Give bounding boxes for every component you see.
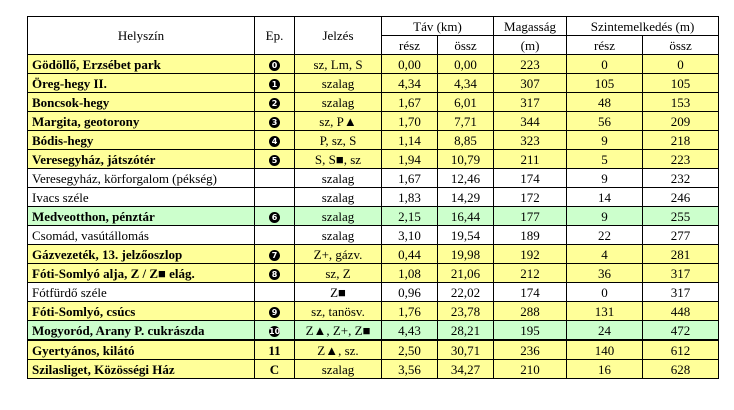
altitude-cell: 212 [494, 264, 567, 283]
gain-total-cell: 628 [643, 360, 719, 379]
distance-total-cell: 12,46 [438, 169, 494, 188]
gain-total-cell: 317 [643, 264, 719, 283]
gain-total-cell: 246 [643, 188, 719, 207]
altitude-cell: 211 [494, 150, 567, 169]
gain-part-cell: 131 [567, 302, 643, 321]
distance-total-cell: 10,79 [438, 150, 494, 169]
distance-part-cell: 1,67 [382, 93, 438, 112]
table-row [28, 93, 719, 112]
gain-part-cell: 48 [567, 93, 643, 112]
stage-cell [255, 150, 295, 169]
marking-cell: szalag [295, 169, 382, 188]
altitude-cell: 223 [494, 55, 567, 74]
gain-total-cell: 153 [643, 93, 719, 112]
distance-total-cell: 14,29 [438, 188, 494, 207]
distance-total-cell: 19,54 [438, 226, 494, 245]
table-row [28, 207, 719, 226]
altitude-cell: 323 [494, 131, 567, 150]
distance-total-cell: 34,27 [438, 360, 494, 379]
location-cell: Veresegyház, játszótér [28, 150, 255, 169]
stage-cell [255, 55, 295, 74]
stage-cell [255, 245, 295, 264]
header-distance-part: rész [382, 36, 438, 55]
marking-cell: szalag [295, 360, 382, 379]
header-distance: Táv (km) [382, 17, 494, 36]
distance-part-cell: 2,50 [382, 340, 438, 360]
table-row [28, 245, 719, 264]
table-row [28, 55, 719, 74]
stage-number-badge: 8 [269, 269, 280, 280]
table-header [28, 17, 719, 55]
gain-total-cell: 209 [643, 112, 719, 131]
location-cell: Gödöllő, Erzsébet park [28, 55, 255, 74]
distance-total-cell: 4,34 [438, 74, 494, 93]
distance-total-cell: 16,44 [438, 207, 494, 226]
distance-part-cell: 1,67 [382, 169, 438, 188]
location-cell: Medveotthon, pénztár [28, 207, 255, 226]
stage-cell [255, 321, 295, 341]
table-row [28, 131, 719, 150]
stage-number-badge: 7 [269, 250, 280, 261]
marking-cell: P, sz, S [295, 131, 382, 150]
gain-part-cell: 5 [567, 150, 643, 169]
location-cell: Margita, geotorony [28, 112, 255, 131]
distance-part-cell: 1,08 [382, 264, 438, 283]
stage-number-badge: 5 [269, 155, 280, 166]
marking-cell: Z■ [295, 283, 382, 302]
table-row [28, 302, 719, 321]
location-cell: Csomád, vasútállomás [28, 226, 255, 245]
stage-cell [255, 131, 295, 150]
stage-number-badge: 10 [269, 327, 281, 337]
stage-cell [255, 169, 295, 188]
table-row [28, 283, 719, 302]
table-row [28, 226, 719, 245]
header-altitude: Magasság [494, 17, 567, 36]
marking-cell: sz, Lm, S [295, 55, 382, 74]
location-cell: Gyertyános, kilátó [28, 340, 255, 360]
gain-total-cell: 448 [643, 302, 719, 321]
distance-total-cell: 30,71 [438, 340, 494, 360]
gain-total-cell: 255 [643, 207, 719, 226]
location-cell: Gázvezeték, 13. jelzőoszlop [28, 245, 255, 264]
marking-cell: szalag [295, 93, 382, 112]
header-elevation-gain: Szintemelkedés (m) [567, 17, 719, 36]
table-row [28, 169, 719, 188]
distance-total-cell: 28,21 [438, 321, 494, 341]
distance-part-cell: 1,94 [382, 150, 438, 169]
header-gain-total: össz [643, 36, 719, 55]
altitude-cell: 317 [494, 93, 567, 112]
gain-total-cell: 218 [643, 131, 719, 150]
location-cell: Mogyoród, Arany P. cukrászda [28, 321, 255, 341]
distance-total-cell: 21,06 [438, 264, 494, 283]
marking-cell: S, S■, sz [295, 150, 382, 169]
location-cell: Szilasliget, Közösségi Ház [28, 360, 255, 379]
location-cell: Bódis-hegy [28, 131, 255, 150]
altitude-cell: 195 [494, 321, 567, 341]
gain-total-cell: 612 [643, 340, 719, 360]
gain-part-cell: 4 [567, 245, 643, 264]
stage-cell [255, 188, 295, 207]
table-row [28, 112, 719, 131]
marking-cell: Z+, gázv. [295, 245, 382, 264]
marking-cell: szalag [295, 188, 382, 207]
marking-cell: Z▲, Z+, Z■ [295, 321, 382, 341]
altitude-cell: 189 [494, 226, 567, 245]
distance-part-cell: 0,96 [382, 283, 438, 302]
table-row [28, 360, 719, 379]
altitude-cell: 192 [494, 245, 567, 264]
header-ep: Ep. [255, 17, 295, 55]
gain-part-cell: 14 [567, 188, 643, 207]
table-row [28, 150, 719, 169]
stage-cell [255, 283, 295, 302]
distance-total-cell: 6,01 [438, 93, 494, 112]
altitude-cell: 236 [494, 340, 567, 360]
stage-cell [255, 74, 295, 93]
stage-cell [255, 264, 295, 283]
marking-cell: szalag [295, 74, 382, 93]
distance-total-cell: 22,02 [438, 283, 494, 302]
location-cell: Ivacs széle [28, 188, 255, 207]
header-distance-total: össz [438, 36, 494, 55]
distance-part-cell: 3,10 [382, 226, 438, 245]
distance-total-cell: 0,00 [438, 55, 494, 74]
distance-part-cell: 2,15 [382, 207, 438, 226]
distance-part-cell: 1,83 [382, 188, 438, 207]
distance-total-cell: 23,78 [438, 302, 494, 321]
distance-part-cell: 0,44 [382, 245, 438, 264]
header-altitude-unit: (m) [494, 36, 567, 55]
stage-number-badge: 0 [269, 60, 280, 71]
gain-part-cell: 36 [567, 264, 643, 283]
gain-part-cell: 0 [567, 283, 643, 302]
distance-part-cell: 0,00 [382, 55, 438, 74]
gain-part-cell: 105 [567, 74, 643, 93]
gain-total-cell: 232 [643, 169, 719, 188]
altitude-cell: 307 [494, 74, 567, 93]
altitude-cell: 210 [494, 360, 567, 379]
marking-cell: szalag [295, 207, 382, 226]
altitude-cell: 174 [494, 169, 567, 188]
marking-cell: sz, P▲ [295, 112, 382, 131]
gain-part-cell: 9 [567, 207, 643, 226]
header-location: Helyszín [28, 17, 255, 55]
gain-part-cell: 16 [567, 360, 643, 379]
gain-total-cell: 223 [643, 150, 719, 169]
location-cell: Fóti-Somlyó, csúcs [28, 302, 255, 321]
gain-part-cell: 0 [567, 55, 643, 74]
stage-number-badge: 3 [269, 117, 280, 128]
gain-total-cell: 472 [643, 321, 719, 341]
stage-cell [255, 207, 295, 226]
gain-part-cell: 9 [567, 131, 643, 150]
table-row [28, 321, 719, 341]
gain-total-cell: 0 [643, 55, 719, 74]
gain-part-cell: 9 [567, 169, 643, 188]
gain-total-cell: 105 [643, 74, 719, 93]
location-cell: Öreg-hegy II. [28, 74, 255, 93]
altitude-cell: 344 [494, 112, 567, 131]
altitude-cell: 174 [494, 283, 567, 302]
distance-total-cell: 7,71 [438, 112, 494, 131]
distance-part-cell: 4,34 [382, 74, 438, 93]
distance-part-cell: 4,43 [382, 321, 438, 341]
gain-part-cell: 22 [567, 226, 643, 245]
distance-total-cell: 8,85 [438, 131, 494, 150]
stage-cell: 11 [255, 340, 295, 360]
stage-cell [255, 226, 295, 245]
stage-cell: C [255, 360, 295, 379]
stage-number-badge: 1 [269, 79, 280, 90]
gain-total-cell: 317 [643, 283, 719, 302]
table-row [28, 188, 719, 207]
table-row [28, 340, 719, 360]
gain-part-cell: 140 [567, 340, 643, 360]
table-row [28, 74, 719, 93]
stage-cell [255, 93, 295, 112]
distance-part-cell: 1,14 [382, 131, 438, 150]
marking-cell: sz, tanösv. [295, 302, 382, 321]
stage-number-badge: 6 [269, 212, 280, 223]
marking-cell: sz, Z [295, 264, 382, 283]
location-cell: Veresegyház, körforgalom (pékség) [28, 169, 255, 188]
distance-part-cell: 1,76 [382, 302, 438, 321]
route-table [27, 16, 719, 379]
stage-number-badge: 9 [269, 307, 280, 318]
altitude-cell: 177 [494, 207, 567, 226]
location-cell: Fótfürdő széle [28, 283, 255, 302]
marking-cell: szalag [295, 226, 382, 245]
stage-number-badge: 2 [269, 98, 280, 109]
gain-part-cell: 24 [567, 321, 643, 341]
distance-part-cell: 3,56 [382, 360, 438, 379]
stage-number-badge: 4 [269, 136, 280, 147]
marking-cell: Z▲, sz. [295, 340, 382, 360]
distance-total-cell: 19,98 [438, 245, 494, 264]
altitude-cell: 288 [494, 302, 567, 321]
stage-cell [255, 302, 295, 321]
gain-total-cell: 281 [643, 245, 719, 264]
table-body [28, 55, 719, 379]
gain-total-cell: 277 [643, 226, 719, 245]
distance-part-cell: 1,70 [382, 112, 438, 131]
location-cell: Boncsok-hegy [28, 93, 255, 112]
location-cell: Fóti-Somlyó alja, Z / Z■ elág. [28, 264, 255, 283]
stage-cell [255, 112, 295, 131]
gain-part-cell: 56 [567, 112, 643, 131]
table-row [28, 264, 719, 283]
header-marking: Jelzés [295, 17, 382, 55]
header-gain-part: rész [567, 36, 643, 55]
altitude-cell: 172 [494, 188, 567, 207]
